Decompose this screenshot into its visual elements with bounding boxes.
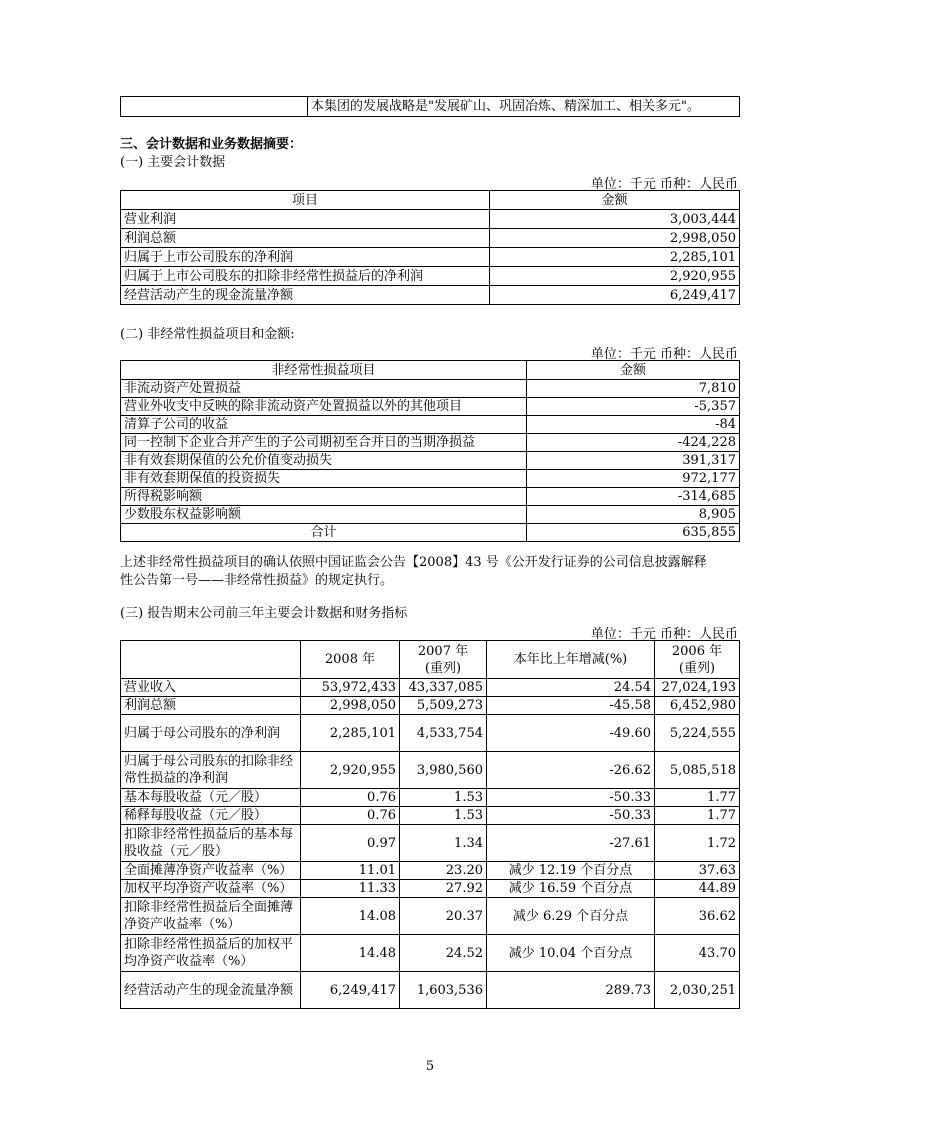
value-2007: 1.34 [400,825,487,862]
row-value: -424,228 [527,434,740,452]
value-2008: 2,920,955 [301,752,400,789]
value-change: 24.54 [487,679,655,697]
value-2008: 14.08 [301,898,400,935]
part3-unit: 单位：千元 币种：人民币 [590,627,738,642]
value-2006: 1.77 [655,789,740,807]
table-row [121,229,740,248]
top-continuation-table [120,96,740,117]
value-change: -49.60 [487,715,655,752]
value-2008: 2,998,050 [301,697,400,715]
part3-title: (三) 报告期末公司前三年主要会计数据和财务指标 [120,606,408,621]
row-label: 非有效套期保值的公允价值变动损失 [121,452,527,470]
header-2006-restated: (重列) [678,660,716,676]
row-label: 营业利润 [121,210,490,229]
table-row [121,972,740,1009]
value-2006: 5,224,555 [655,715,740,752]
row-value: 972,177 [527,470,740,488]
table-row [121,825,740,862]
header-2007-year: 2007 年 [417,643,469,659]
row-label: 营业外收支中反映的除非流动资产处置损益以外的其他项目 [121,398,527,416]
table-row [121,286,740,305]
row-label: 归属于母公司股东的净利润 [121,715,301,752]
table-row [121,807,740,825]
table-row [121,506,740,524]
table-row [121,715,740,752]
table-row [121,267,740,286]
table-row [121,248,740,267]
part2-title: (二) 非经常性损益项目和金额: [120,327,295,342]
table-row [121,210,740,229]
row-label: 少数股东权益影响额 [121,506,527,524]
row-label: 营业收入 [121,679,301,697]
value-2007: 24.52 [400,935,487,972]
value-change: -45.58 [487,697,655,715]
value-2008: 14.48 [301,935,400,972]
row-label: 归属于上市公司股东的扣除非经常性损益后的净利润 [121,267,490,286]
row-label: 扣除非经常性损益后的基本每股收益（元／股） [121,825,301,862]
table-row [121,752,740,789]
table-row [121,380,740,398]
row-value: -314,685 [527,488,740,506]
value-2006: 44.89 [655,880,740,898]
value-change: -50.33 [487,807,655,825]
row-label: 归属于母公司股东的扣除非经常性损益的净利润 [121,752,301,789]
header-2007-restated: (重列) [424,660,462,676]
row-label: 经营活动产生的现金流量净额 [121,286,490,305]
table-row [121,935,740,972]
value-change: -50.33 [487,789,655,807]
value-2007: 1.53 [400,789,487,807]
row-value: 6,249,417 [490,286,740,305]
value-2007: 23.20 [400,862,487,880]
row-label: 加权平均净资产收益率（%） [121,880,301,898]
table-row [121,452,740,470]
value-2006: 6,452,980 [655,697,740,715]
row-value: 2,920,955 [490,267,740,286]
value-2007: 20.37 [400,898,487,935]
value-change: 减少 10.04 个百分点 [487,935,655,972]
row-label: 全面摊薄净资产收益率（%） [121,862,301,880]
value-2006: 37.63 [655,862,740,880]
value-2008: 6,249,417 [301,972,400,1009]
table-row [121,488,740,506]
value-2008: 11.33 [301,880,400,898]
row-value: 3,003,444 [490,210,740,229]
header-nr-item: 非经常性损益项目 [121,361,527,380]
three-year-table [120,640,740,1009]
value-2007: 1,603,536 [400,972,487,1009]
row-value: 8,905 [527,506,740,524]
row-value: -84 [527,416,740,434]
table-row [121,862,740,880]
part1-title: (一) 主要会计数据 [120,155,226,170]
row-label: 同一控制下企业合并产生的子公司期初至合并日的当期净损益 [121,434,527,452]
value-2008: 0.76 [301,789,400,807]
table-row [121,898,740,935]
row-label: 扣除非经常性损益后的加权平均净资产收益率（%） [121,935,301,972]
value-2006: 5,085,518 [655,752,740,789]
row-label: 非有效套期保值的投资损失 [121,470,527,488]
header-blank [121,641,301,679]
value-2007: 4,533,754 [400,715,487,752]
value-2007: 3,980,560 [400,752,487,789]
header-2008: 2008 年 [301,641,400,679]
strategy-text: 本集团的发展战略是"发展矿山、巩固冶炼、精深加工、相关多元"。 [308,97,740,117]
part1-unit: 单位：千元 币种：人民币 [590,177,738,192]
total-value: 635,855 [527,524,740,542]
header-2006 [655,641,740,679]
value-change: 减少 6.29 个百分点 [487,898,655,935]
value-2007: 1.53 [400,807,487,825]
table-row [121,697,740,715]
header-2006-year: 2006 年 [671,643,723,659]
page-number: 5 [425,1059,435,1074]
value-2007: 43,337,085 [400,679,487,697]
value-change: 减少 12.19 个百分点 [487,862,655,880]
row-value: 391,317 [527,452,740,470]
table-row [121,470,740,488]
value-2006: 1.72 [655,825,740,862]
row-label: 稀释每股收益（元／股） [121,807,301,825]
row-label: 经营活动产生的现金流量净额 [121,972,301,1009]
note-line-2: 性公告第一号——非经常性损益》的规定执行。 [120,573,394,588]
table-row [121,789,740,807]
value-2006: 43.70 [655,935,740,972]
row-label: 扣除非经常性损益后全面摊薄净资产收益率（%） [121,898,301,935]
table-row [121,398,740,416]
row-label: 利润总额 [121,697,301,715]
value-2006: 1.77 [655,807,740,825]
row-value: 2,998,050 [490,229,740,248]
row-value: -5,357 [527,398,740,416]
table-row [121,880,740,898]
row-label: 基本每股收益（元／股） [121,789,301,807]
row-label: 归属于上市公司股东的净利润 [121,248,490,267]
row-label: 所得税影响额 [121,488,527,506]
table-row [121,416,740,434]
value-change: -27.61 [487,825,655,862]
value-2008: 53,972,433 [301,679,400,697]
row-value: 7,810 [527,380,740,398]
part2-unit: 单位：千元 币种：人民币 [590,347,738,362]
value-2006: 2,030,251 [655,972,740,1009]
note-line-1: 上述非经常性损益项目的确认依照中国证监会公告【2008】43 号《公开发行证券的公司信息披露解释 [120,555,707,570]
value-2006: 36.62 [655,898,740,935]
main-accounting-table [120,190,740,305]
header-item: 项目 [121,191,490,210]
value-change: -26.62 [487,752,655,789]
value-2006: 27,024,193 [655,679,740,697]
header-2007 [400,641,487,679]
value-change: 减少 16.59 个百分点 [487,880,655,898]
value-change: 289.73 [487,972,655,1009]
value-2008: 0.97 [301,825,400,862]
section-title: 三、会计数据和业务数据摘要： [120,137,303,152]
row-label: 利润总额 [121,229,490,248]
header-amount: 金额 [490,191,740,210]
row-label: 清算子公司的收益 [121,416,527,434]
row-value: 2,285,101 [490,248,740,267]
value-2007: 27.92 [400,880,487,898]
value-2008: 0.76 [301,807,400,825]
non-recurring-table [120,360,740,542]
value-2008: 11.01 [301,862,400,880]
top-empty-cell [121,97,308,117]
total-label: 合计 [121,524,527,542]
value-2007: 5,509,273 [400,697,487,715]
header-nr-amount: 金额 [527,361,740,380]
value-2008: 2,285,101 [301,715,400,752]
table-row [121,679,740,697]
table-row [121,434,740,452]
header-change: 本年比上年增减(%) [487,641,655,679]
row-label: 非流动资产处置损益 [121,380,527,398]
